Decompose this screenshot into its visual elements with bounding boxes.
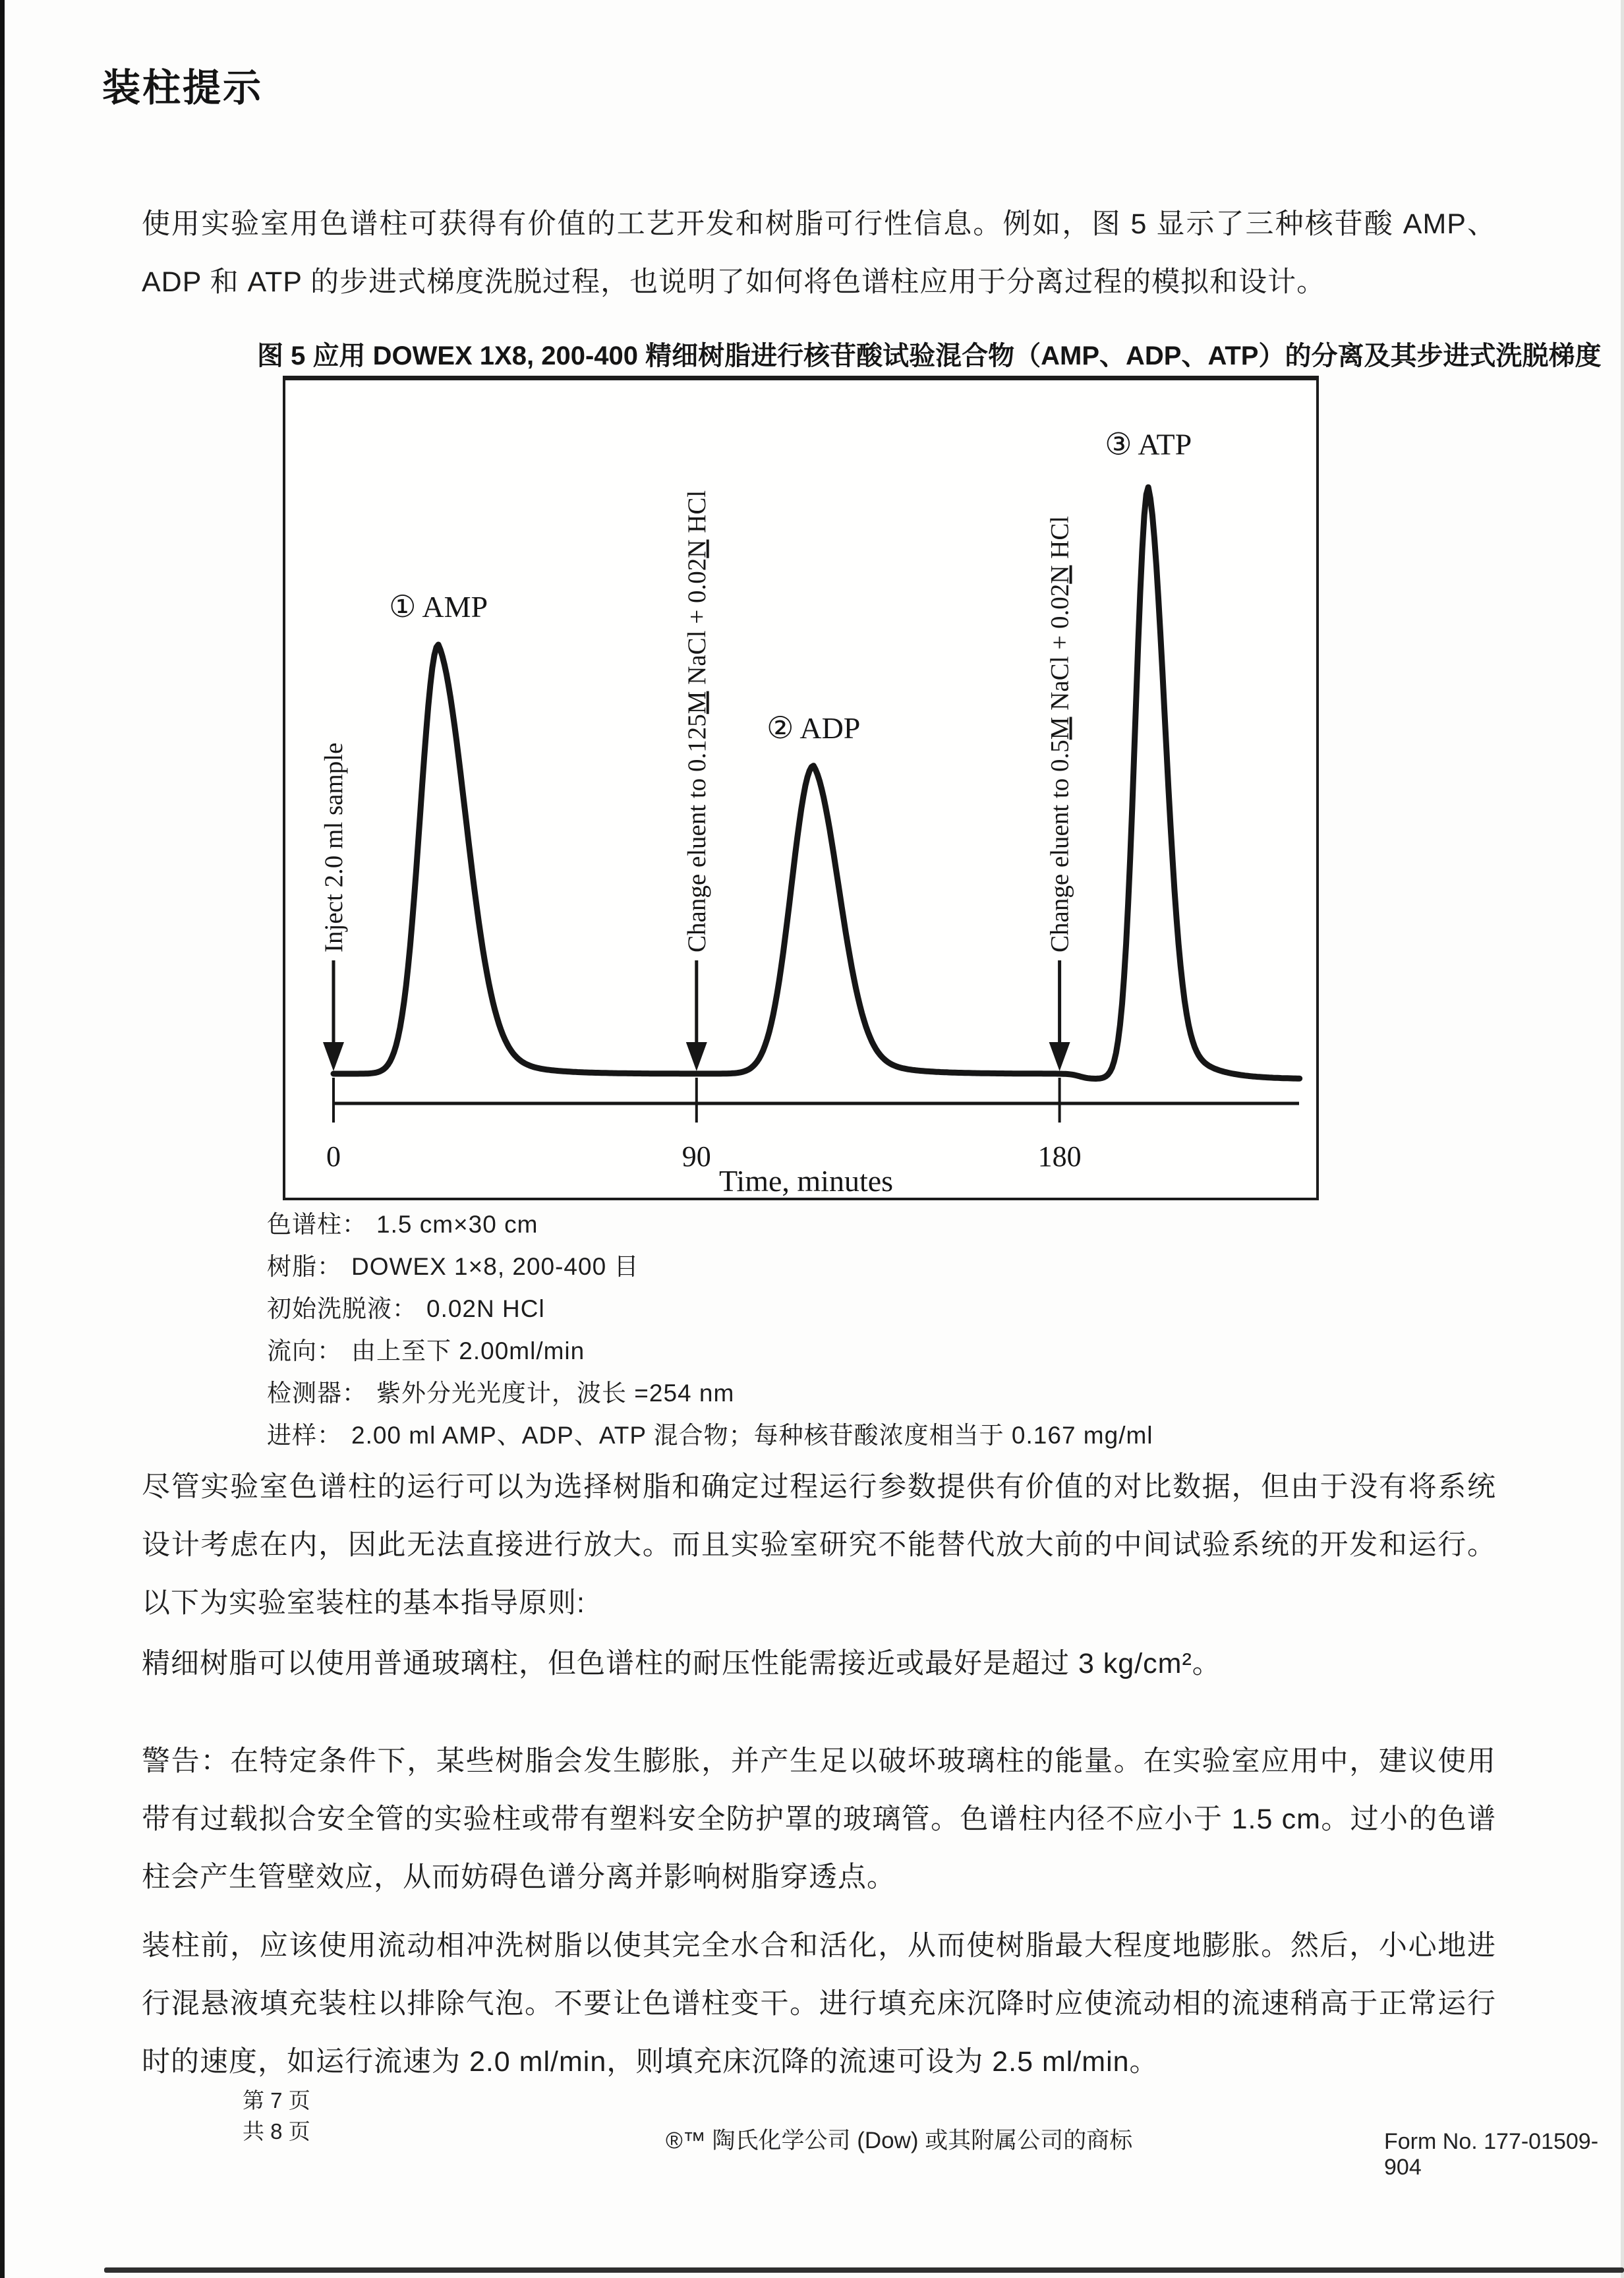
scan-artifact-bottom-edge — [104, 2267, 1624, 2273]
annotation-segment: HCl — [682, 490, 711, 540]
spec-label: 初始洗脱液： — [267, 1295, 417, 1322]
spec-flow — [267, 1330, 1153, 1372]
x-axis-title: Time, minutes — [718, 1164, 894, 1198]
annotation-segment: Change eluent to 0.5 — [1045, 740, 1074, 952]
spec-value: DOWEX 1×8, 200-400 目 — [351, 1253, 639, 1280]
annotation-inject-arrowhead — [323, 1042, 344, 1071]
annotation-eluent-change-90-arrowhead — [686, 1042, 707, 1071]
spec-value: 0.02N HCl — [426, 1295, 545, 1322]
annotation-eluent-change-180-label — [1046, 516, 1074, 952]
spec-value: 2.00 ml AMP、ADP、ATP 混合物；每种核苷酸浓度相当于 0.167 mg/ml — [351, 1422, 1153, 1449]
scan-artifact-left-edge — [0, 0, 5, 2278]
annotation-segment: Change eluent to 0.125 — [682, 714, 711, 952]
footer-page-number — [243, 2085, 310, 2147]
paragraph-warning: 警告：在特定条件下，某些树脂会发生膨胀，并产生足以破坏玻璃柱的能量。在实验室应用中，建议使用带有过载拟合安全管的实验柱或带有塑料安全防护罩的玻璃管。色谱柱内径不应小于 1.5 cm。过小的色谱柱会产生管壁效应，从而妨碍色谱分离并影响树脂穿透点。 — [142, 1745, 1496, 1893]
footer-trademark: ®™ 陶氏化学公司 (Dow) 或其附属公司的商标 — [666, 2128, 1133, 2153]
figure-specs-list — [267, 1204, 1153, 1457]
spec-column — [267, 1204, 1153, 1246]
spec-resin — [267, 1246, 1153, 1288]
x-tick-label-90: 90 — [682, 1140, 711, 1173]
paragraph-packing: 装柱前，应该使用流动相冲洗树脂以使其完全水合和活化，从而使树脂最大程度地膨胀。然后，小心地进行混悬液填充装柱以排除气泡。不要让色谱柱变干。进行填充床沉降时应使流动相的流速稍高于正常运行时的速度，如运行流速为 2.0 ml/min，则填充床沉降的流速可设为 2.5 ml/min。 — [142, 1930, 1496, 2078]
annotation-eluent-change-90-label — [683, 490, 711, 952]
spec-label: 树脂： — [267, 1253, 342, 1280]
spec-detector — [267, 1372, 1153, 1415]
spec-value: 1.5 cm×30 cm — [376, 1211, 538, 1238]
annotation-segment: Inject 2.0 ml sample — [320, 742, 348, 952]
spec-value: 紫外分光光度计，波长 =254 nm — [376, 1380, 735, 1407]
annotation-segment: N — [1045, 565, 1074, 584]
spec-label: 流向： — [267, 1337, 342, 1364]
annotation-eluent-change-90 — [683, 490, 711, 1071]
chromatogram-svg — [285, 380, 1316, 1198]
annotation-segment: M — [1045, 716, 1074, 740]
annotation-segment: HCl — [1045, 515, 1074, 566]
annotation-segment: NaCl + 0.02 — [682, 558, 711, 691]
paragraph-intro: 使用实验室用色谱柱可获得有价值的工艺开发和树脂可行性信息。例如，图 5 显示了三种核苷酸 AMP、ADP 和 ATP 的步进式梯度洗脱过程，也说明了如何将色谱柱应用于分离过程的模拟和设计。 — [142, 208, 1496, 298]
scan-artifact-right-edge — [1621, 0, 1624, 2278]
figure-caption: 图 5 应用 DOWEX 1X8, 200-400 精细树脂进行核苷酸试验混合物（AMP、ADP、ATP）的分离及其步进式洗脱梯度 — [257, 341, 1602, 370]
peak-label-ATP: ③ ATP — [1105, 427, 1192, 461]
spec-initial-eluent — [267, 1288, 1153, 1330]
spec-label: 检测器： — [267, 1380, 367, 1407]
chromatogram-trace — [334, 487, 1300, 1078]
page-title: 装柱提示 — [102, 67, 264, 109]
annotation-eluent-change-180-arrowhead — [1049, 1042, 1070, 1071]
annotation-segment: M — [682, 691, 711, 715]
footer-page-line1: 第 7 页 — [243, 2088, 310, 2113]
spec-injection — [267, 1415, 1153, 1457]
annotation-inject-label — [320, 743, 348, 952]
peak-label-AMP: ① AMP — [389, 590, 488, 624]
x-tick-label-180: 180 — [1037, 1140, 1082, 1173]
paragraph-scaleup: 尽管实验室色谱柱的运行可以为选择树脂和确定过程运行参数提供有价值的对比数据，但由于没有将系统设计考虑在内，因此无法直接进行放大。而且实验室研究不能替代放大前的中间试验系统的开发和运行。以下为实验室装柱的基本指导原则: — [142, 1471, 1496, 1619]
peak-label-ADP: ② ADP — [767, 711, 861, 745]
figure-5-chromatogram — [283, 376, 1319, 1200]
footer-page-line2: 共 8 页 — [243, 2119, 310, 2144]
annotation-segment: N — [682, 539, 711, 558]
spec-label: 色谱柱： — [267, 1211, 367, 1238]
spec-value: 由上至下 2.00ml/min — [351, 1337, 585, 1364]
annotation-inject — [320, 743, 348, 1071]
spec-label: 进样： — [267, 1422, 342, 1449]
paragraph-glass-column: 精细树脂可以使用普通玻璃柱，但色谱柱的耐压性能需接近或最好是超过 3 kg/cm²。 — [142, 1648, 1221, 1679]
annotation-eluent-change-180 — [1046, 516, 1074, 1071]
annotation-segment: NaCl + 0.02 — [1045, 583, 1074, 717]
x-tick-label-0: 0 — [326, 1140, 341, 1173]
footer-form-number: Form No. 177-01509-904 — [1384, 2129, 1599, 2180]
